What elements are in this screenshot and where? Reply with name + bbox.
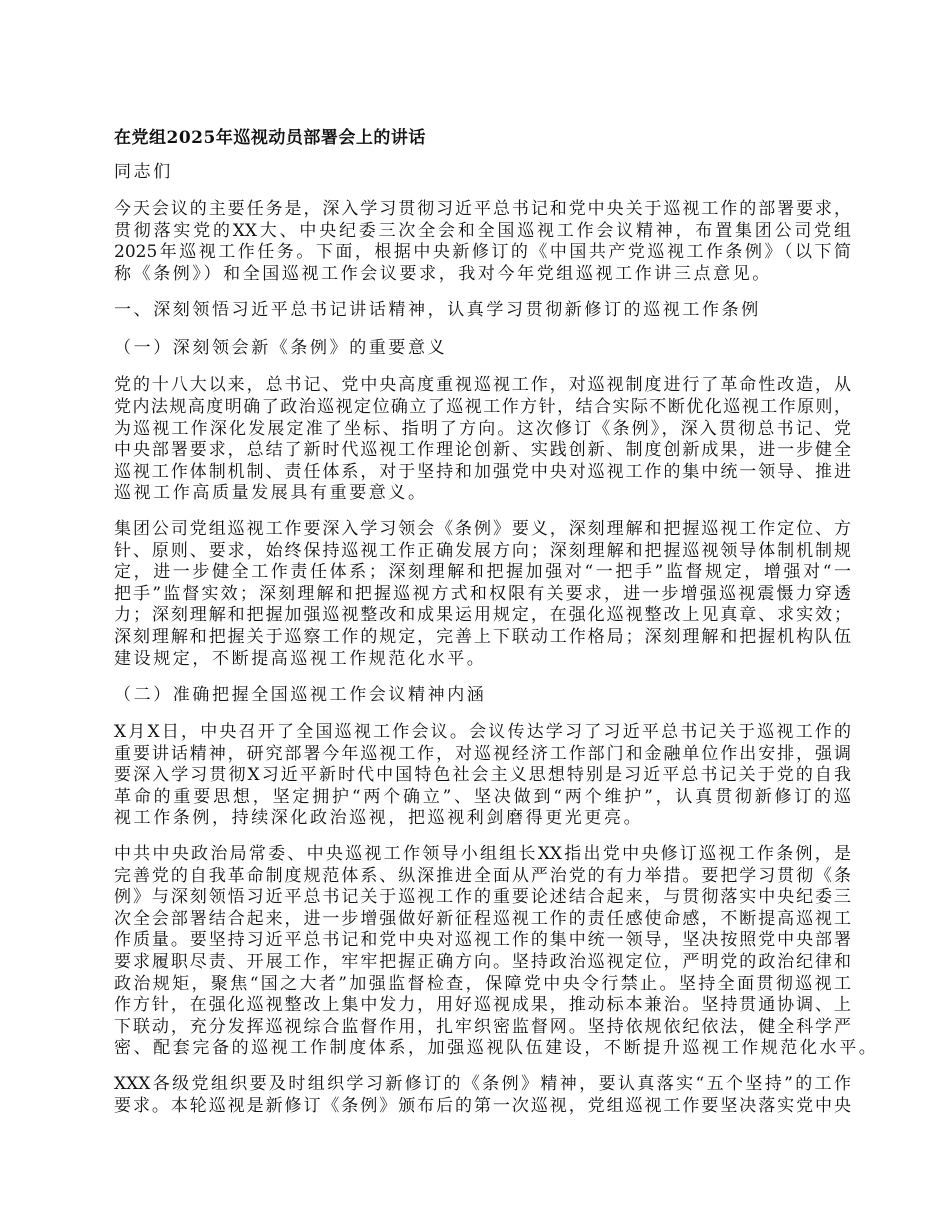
paragraph-line: 政治规矩，聚焦“国之大者”加强监督检查，保障党中央令行禁止。坚持全面贯彻巡视工 (114, 973, 851, 994)
paragraph-line: 深刻理解和把握关于巡察工作的规定，完善上下联动工作格局；深刻理解和把握机构队伍 (114, 626, 851, 647)
paragraph-line: 下联动，充分发挥巡视综合监督作用，扎牢织密监督网。坚持依规依纪依法，健全科学严 (114, 1016, 851, 1037)
paragraph-line: 完善党的自我革命制度规范体系、纵深推进全面从严治党的有力举措。要把学习贯彻《条 (114, 865, 851, 886)
paragraph-line: 党的十八大以来，总书记、党中央高度重视巡视工作，对巡视制度进行了革命性改造，从 (114, 375, 851, 396)
paragraph-line: X月X日，中央召开了全国巡视工作会议。会议传达学习了习近平总书记关于巡视工作的 (114, 722, 851, 743)
paragraph-line: 中共中央政治局常委、中央巡视工作领导小组组长XX指出党中央修订巡视工作条例，是 (114, 844, 851, 865)
paragraph (114, 375, 851, 505)
paragraph-line: 巡视工作体制机制、责任体系，对于坚持和加强党中央对巡视工作的集中统一领导、推进 (114, 461, 851, 482)
paragraph-line: 要求。本轮巡视是新修订《条例》颁布后的第一次巡视，党组巡视工作要坚决落实党中央 (114, 1095, 851, 1116)
paragraph-line: 建设规定，不断提高巡视工作规范化水平。 (114, 648, 487, 669)
paragraph (114, 844, 879, 1060)
paragraph-line: 中央部署要求，总结了新时代巡视工作理论创新、实践创新、制度创新成果，进一步健全 (114, 440, 851, 461)
document-body (114, 127, 879, 1131)
paragraph-line: 重要讲话精神，研究部署今年巡视工作，对巡视经济工作部门和金融单位作出安排，强调 (114, 743, 851, 764)
paragraph-line: 集团公司党组巡视工作要深入学习领会《条例》要义，深刻理解和把握巡视工作定位、方 (114, 518, 851, 539)
paragraph-line: 2025年巡视工作任务。下面，根据中央新修订的《中国共产党巡视工作条例》（以下简 (114, 242, 851, 263)
paragraph-line: 定，进一步健全工作责任体系；深刻理解和把握加强对“一把手”监督规定，增强对“一 (114, 562, 851, 583)
paragraph-line: 针、原则、要求，始终保持巡视工作正确发展方向；深刻理解和把握巡视领导体制机制规 (114, 540, 851, 561)
paragraph-line: 力；深刻理解和把握加强巡视整改和成果运用规定，在强化巡视整改上见真章、求实效； (114, 605, 851, 626)
section-heading: 一、深刻领悟习近平总书记讲话精神，认真学习贯彻新修订的巡视工作条例 (114, 300, 761, 321)
salutation: 同志们 (114, 162, 173, 182)
paragraph-line: 次全会部署结合起来，进一步增强做好新征程巡视工作的责任感使命感，不断提高巡视工 (114, 908, 851, 929)
paragraph-line: 作方针，在强化巡视整改上集中发力，用好巡视成果，推动标本兼治。坚持贯通协调、上 (114, 995, 851, 1016)
paragraph-line: 要深入学习贯彻X习近平新时代中国特色社会主义思想特别是习近平总书记关于党的自我 (114, 765, 851, 786)
paragraph-line: 作质量。要坚持习近平总书记和党中央对巡视工作的集中统一领导，坚决按照党中央部署 (114, 930, 851, 951)
paragraph-line: 贯彻落实党的XX大、中央纪委三次全会和全国巡视工作会议精神，布置集团公司党组 (114, 220, 851, 241)
paragraph-line: 例》与深刻领悟习近平总书记关于巡视工作的重要论述结合起来，与贯彻落实中央纪委三 (114, 887, 851, 908)
paragraph-line: 党内法规高度明确了政治巡视定位确立了巡视工作方针，结合实际不断优化巡视工作原则， (114, 396, 851, 417)
paragraph (114, 722, 851, 830)
section-heading: （二）准确把握全国巡视工作会议精神内涵 (114, 685, 487, 706)
document-content (114, 199, 879, 1117)
document-title: 在党组2025年巡视动员部署会上的讲话 (114, 128, 426, 148)
paragraph (114, 519, 851, 670)
paragraph-line: 革命的重要思想，坚定拥护“两个确立”、坚决做到“两个维护”，认真贯彻新修订的巡 (114, 786, 851, 807)
paragraph-line: 视工作条例，持续深化政治巡视，把巡视利剑磨得更光更亮。 (114, 808, 644, 829)
paragraph-line: XXX各级党组织要及时组织学习新修订的《条例》精神，要认真落实“五个坚持”的工作 (114, 1074, 851, 1094)
paragraph (114, 1074, 851, 1117)
paragraph-line: 把手”监督实效；深刻理解和把握巡视方式和权限有关要求，进一步增强巡视震慑力穿透 (114, 583, 851, 604)
paragraph-line: 称《条例》）和全国巡视工作会议要求，我对今年党组巡视工作讲三点意见。 (114, 263, 772, 284)
paragraph-line: 密、配套完备的巡视工作制度体系，加强巡视队伍建设，不断提升巡视工作规范化水平。 (114, 1038, 879, 1059)
paragraph-line: 要求履职尽责、开展工作，牢牢把握正确方向。坚持政治巡视定位，严明党的政治纪律和 (114, 952, 851, 973)
paragraph-line: 为巡视工作深化发展定准了坐标、指明了方向。这次修订《条例》，深入贯彻总书记、党 (114, 418, 851, 439)
paragraph (114, 199, 851, 285)
paragraph-line: 巡视工作高质量发展具有重要意义。 (114, 483, 428, 504)
paragraph-line: 今天会议的主要任务是，深入学习贯彻习近平总书记和党中央关于巡视工作的部署要求， (114, 199, 851, 219)
section-heading: （一）深刻领会新《条例》的重要意义 (114, 338, 448, 359)
